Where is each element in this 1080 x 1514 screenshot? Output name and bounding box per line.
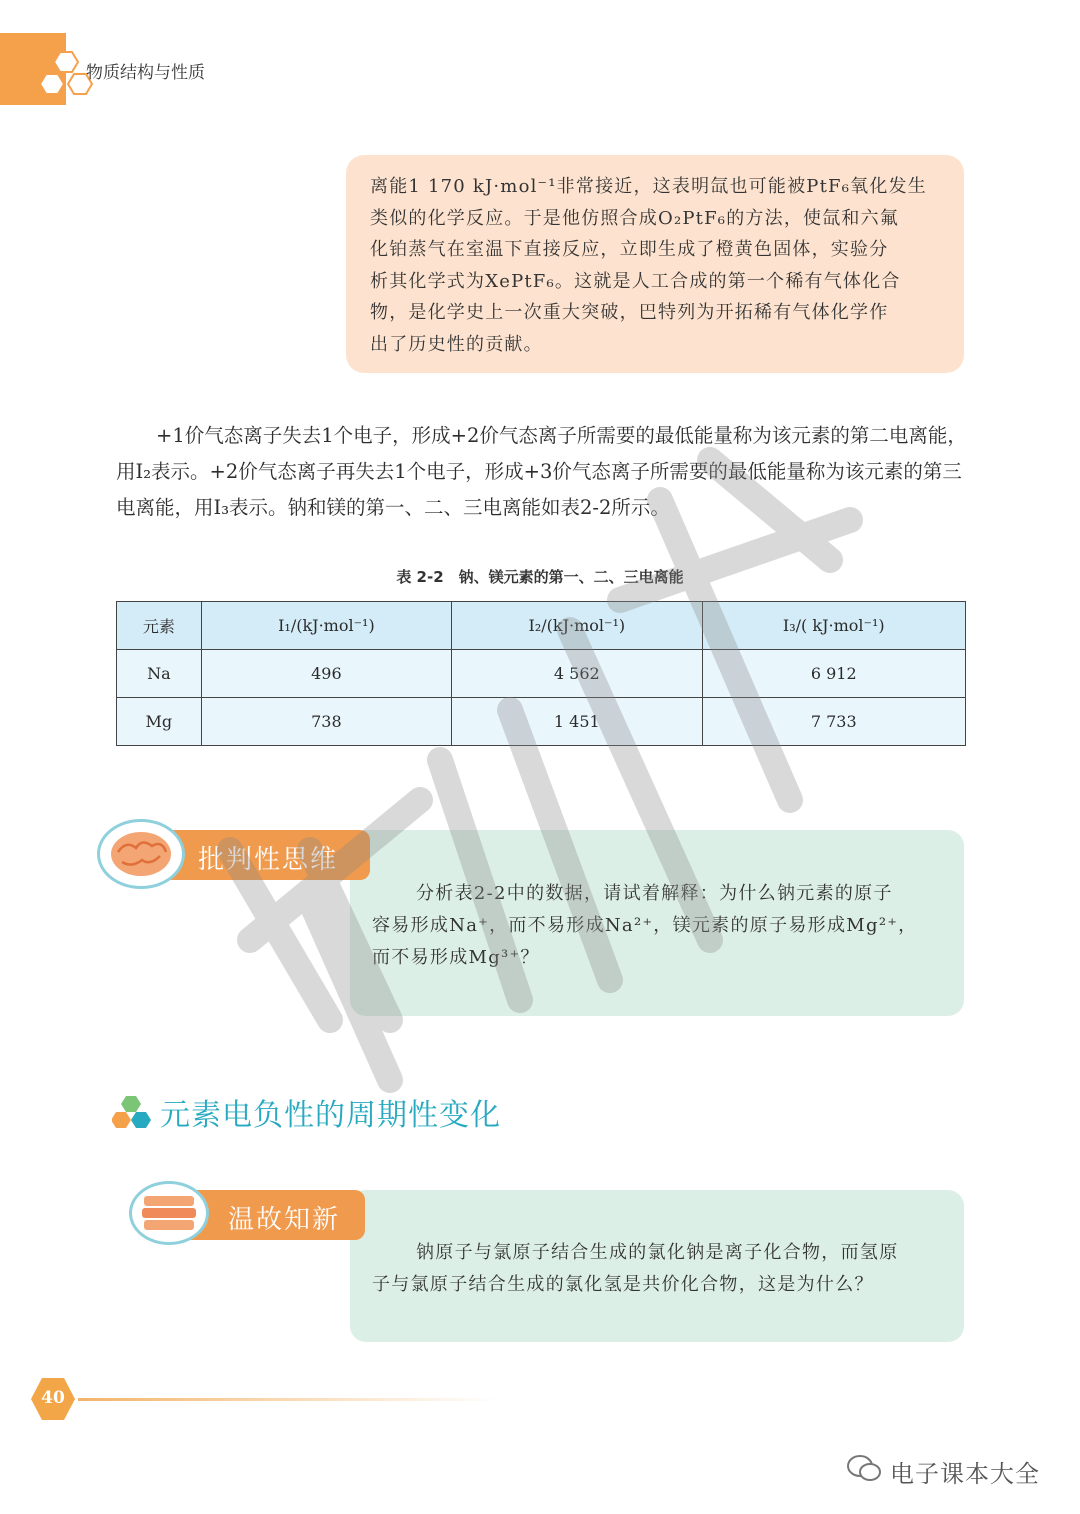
critical-thinking-text [372,878,952,974]
history-line: 出了历史性的贡献。 [370,333,543,355]
table-cell: Mg [117,698,202,746]
table-cell: 7 733 [702,698,965,746]
critical-thinking-label: 批判性思维 [198,845,339,875]
ionization-energy-table [116,601,966,746]
review-text [372,1237,952,1301]
table-header-cell: 元素 [117,602,202,650]
critical-thinking-line: 分析表2-2中的数据，请试着解释：为什么钠元素的原子 [416,883,893,904]
history-line: 物，是化学史上一次重大突破，巴特列为开拓稀有气体化学作 [370,302,889,323]
table-header-cell: I₂/(kJ·mol⁻¹) [452,602,702,650]
section-title: 元素电负性的周期性变化 [160,1098,501,1133]
watermark-text: 电子课本大全 [890,1460,1040,1488]
table-row [117,698,966,746]
review-line: 子与氯原子结合生成的氯化氢是共价化合物，这是为什么？ [372,1274,874,1295]
table-cell: 738 [201,698,451,746]
brain-icon [100,822,182,886]
table-caption: 表 2-2 钠、镁元素的第一、二、三电离能 [396,568,684,586]
footer-rule [78,1398,498,1401]
hexagon-cluster-icon [112,1094,152,1130]
table-row [117,650,966,698]
history-box [346,155,964,373]
page-number: 40 [41,1388,65,1408]
wechat-icon [846,1454,882,1484]
critical-thinking-line: 而不易形成Mg³⁺？ [372,947,540,968]
history-line: 离能1 170 kJ·mol⁻¹非常接近，这表明氙也可能被PtF₆氧化发生 [370,176,927,197]
table-header-cell: I₃/( kJ·mol⁻¹) [702,602,965,650]
chapter-title: 物质结构与性质 [86,63,205,83]
table-header-cell: I₁/(kJ·mol⁻¹) [201,602,451,650]
books-icon [132,1184,206,1242]
body-paragraph [116,418,968,526]
table-header-row [117,602,966,650]
history-line: 化铂蒸气在室温下直接反应，立即生成了橙黄色固体，实验分 [370,239,889,260]
history-line: 类似的化学反应。于是他仿照合成O₂PtF₆的方法，使氙和六氟 [370,207,900,229]
critical-thinking-line: 容易形成Na⁺，而不易形成Na²⁺，镁元素的原子易形成Mg²⁺， [372,915,918,936]
table-cell: 4 562 [452,650,702,698]
body-paragraph-text: +1价气态离子失去1个电子，形成+2价气态离子所需要的最低能量称为该元素的第二电离能，用I₂表示。+2价气态离子再失去1个电子，形成+3价气态离子所需要的最低能量称为该元素的第三电离能，用I₃表示。钠和镁的第一、二、三电离能如表2-2所示。 [116,424,967,519]
table-cell: 496 [201,650,451,698]
table-cell: 1 451 [452,698,702,746]
table-cell: Na [117,650,202,698]
history-text [370,171,942,360]
review-line: 钠原子与氯原子结合生成的氯化钠是离子化合物，而氢原 [416,1242,899,1263]
history-line: 析其化学式为XePtF₆。这就是人工合成的第一个稀有气体化合 [370,270,901,292]
review-label: 温故知新 [228,1205,341,1235]
table-cell: 6 912 [702,650,965,698]
